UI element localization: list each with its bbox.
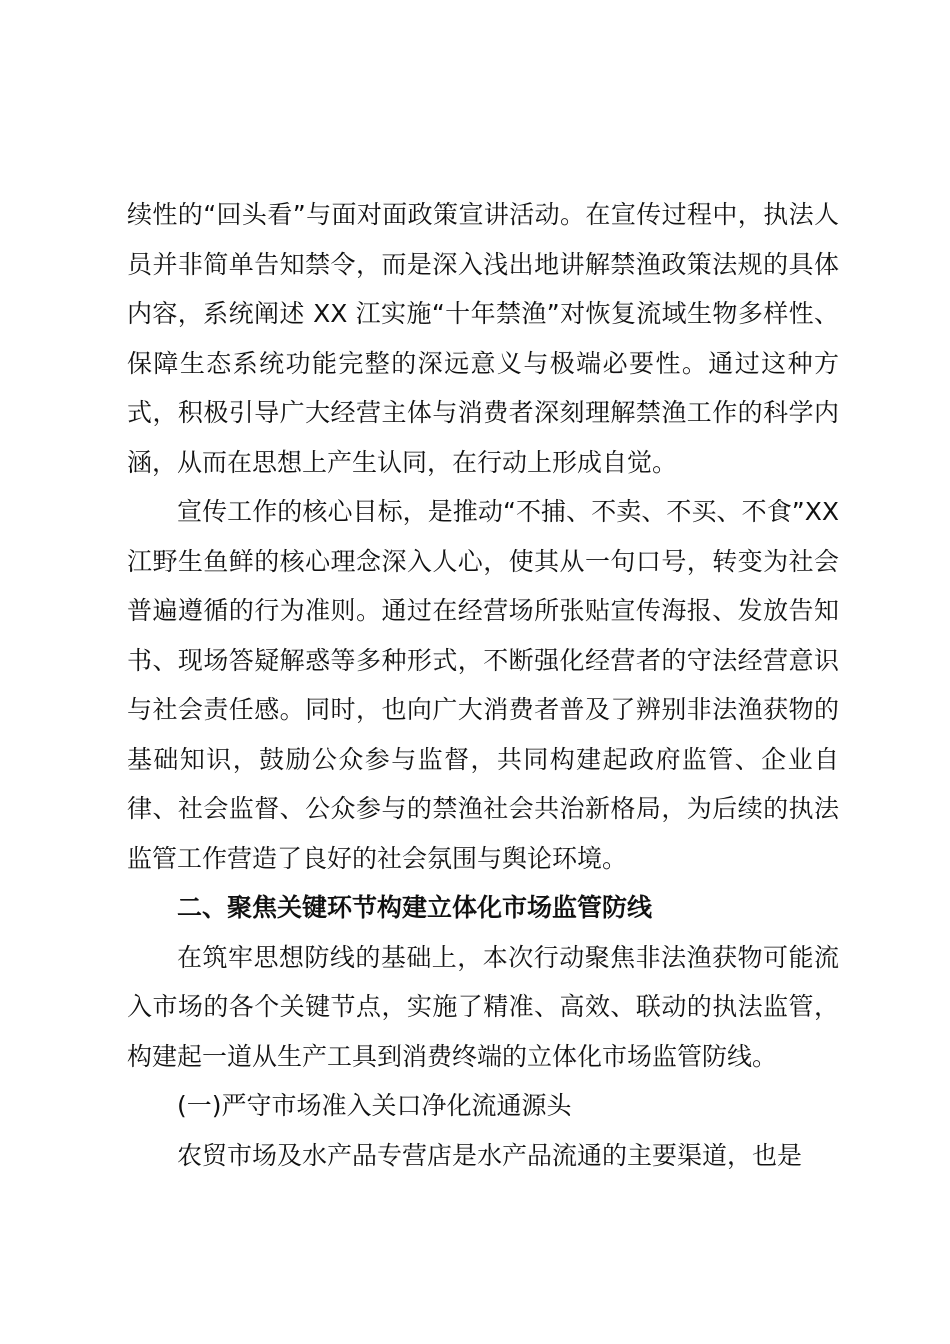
subsection-heading-1: (一)严守市场准入关口净化流通源头 <box>177 1091 572 1120</box>
paragraph-propaganda-goal: 宣传工作的核心目标，是推动“不捕、不卖、不买、不食”XX 江野生鱼鲜的核心理念深入人心，使其从一句口号，转变为社会普遍遵循的行为准则。通过在经营场所张贴宣传海报、发放告知书、现场答疑解惑等多种形式，不断强化经营者的守法经营意识与社会责任感。同时，也向广大消费者普及了辨别非法渔获物的基础知识，鼓励公众参与监督，共同构建起政府监管、企业自律、社会监督、公众参与的禁渔社会共治新格局，为后续的执法监管工作营造了良好的社会氛围与舆论环境。 <box>127 497 839 873</box>
paragraph-continuation: 续性的“回头看”与面对面政策宣讲活动。在宣传过程中，执法人员并非简单告知禁令，而是深入浅出地讲解禁渔政策法规的具体内容，系统阐述 XX 江实施“十年禁渔”对恢复流域生物多样性、保障生态系统功能完整的深远意义与极端必要性。通过这种方式，积极引导广大经营主体与消费者深刻理解禁渔工作的科学内涵，从而在思想上产生认同，在行动上形成自觉。 <box>127 200 839 477</box>
paragraph-farmers-market: 农贸市场及水产品专营店是水产品流通的主要渠道，也是 <box>177 1140 803 1170</box>
document-body <box>127 190 839 1180</box>
paragraph-market-supervision: 在筑牢思想防线的基础上，本次行动聚焦非法渔获物可能流入市场的各个关键节点，实施了精准、高效、联动的执法监管，构建起一道从生产工具到消费终端的立体化市场监管防线。 <box>127 942 839 1071</box>
section-heading-2: 二、聚焦关键环节构建立体化市场监管防线 <box>177 893 653 922</box>
